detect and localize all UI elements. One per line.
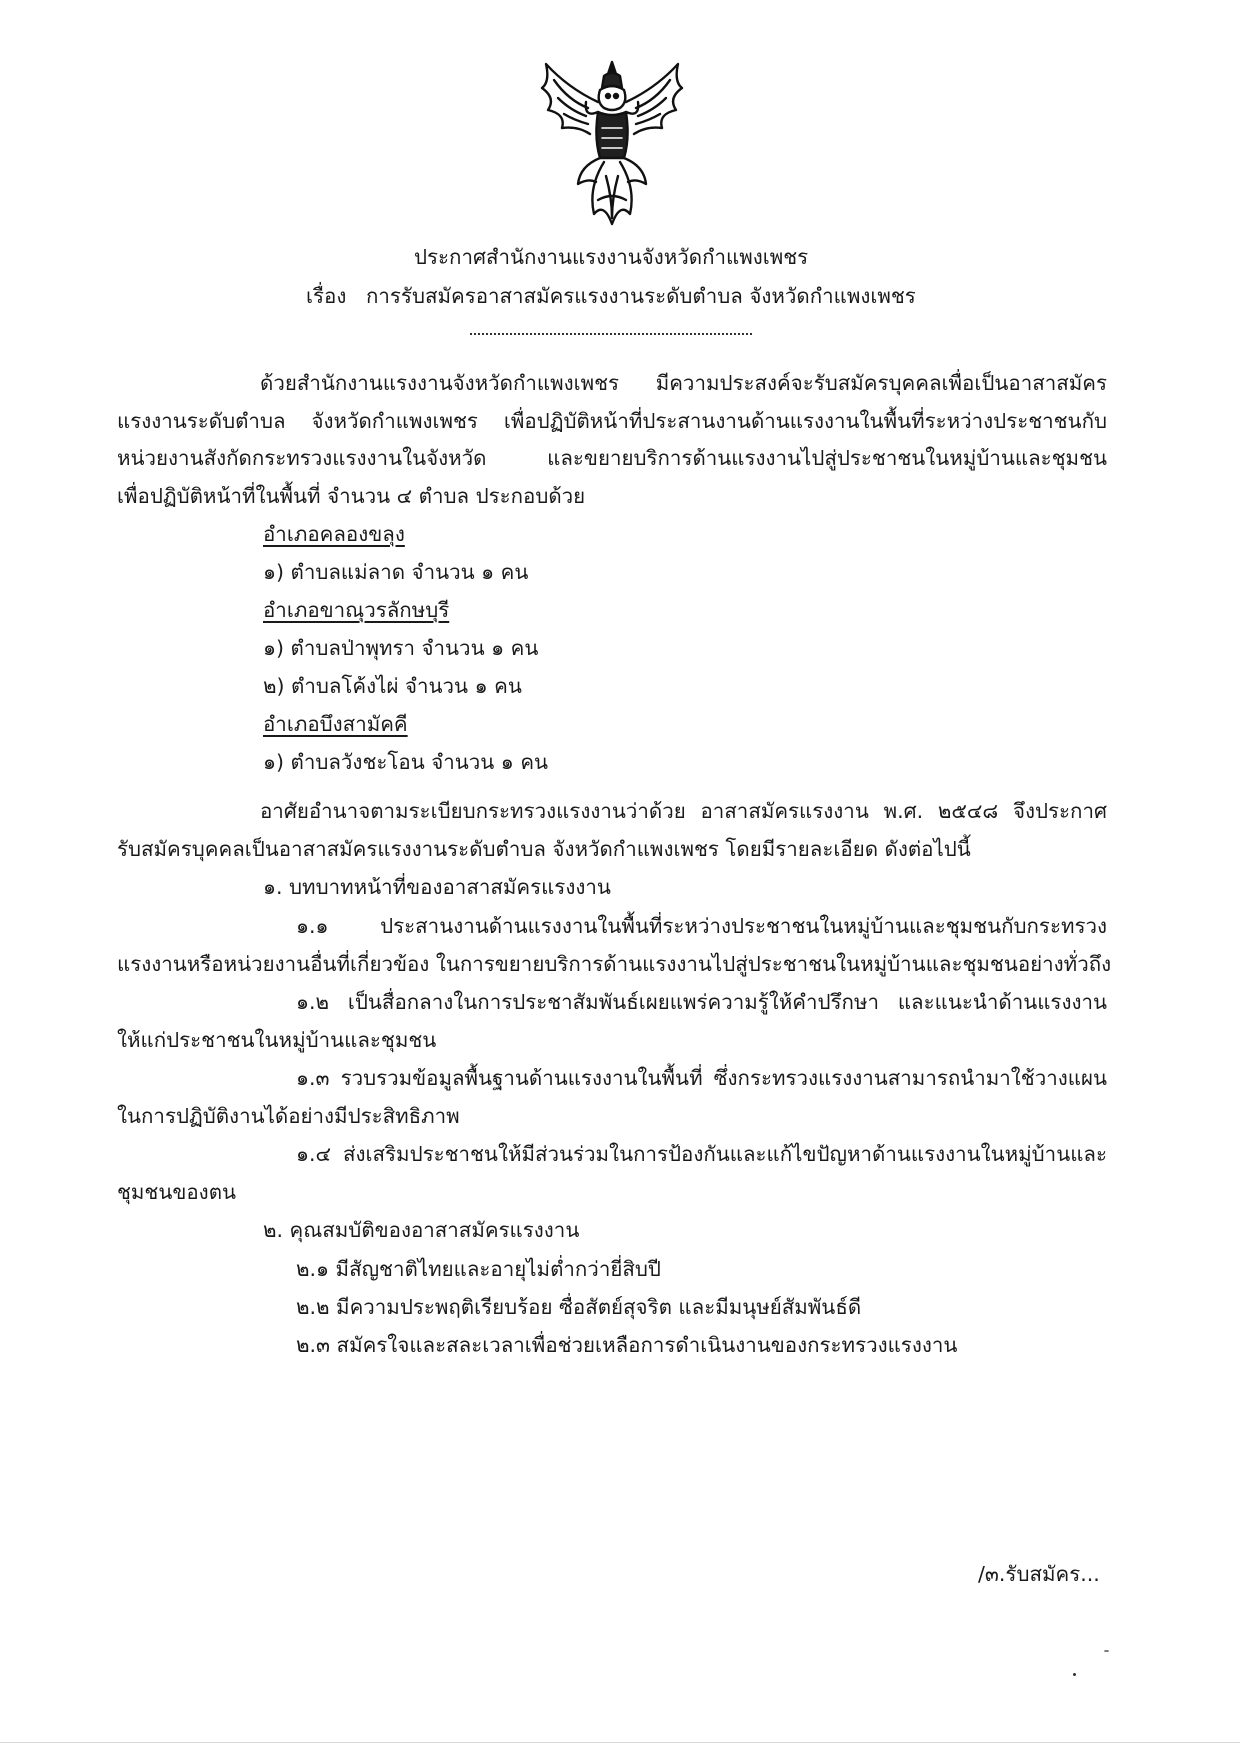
garuda-emblem-icon [528,58,696,230]
document-title: ประกาศสำนักงานแรงงานจังหวัดกำแพงเพชร [414,245,809,269]
page-continuation: /๓.รับสมัคร... [978,1562,1100,1586]
subject-label: เรื่อง [306,284,347,308]
subject-text: การรับสมัครอาสาสมัครแรงงานระดับตำบล จังหวัดกำแพงเพชร [366,284,916,308]
intro-line-1: ด้วยสำนักงานแรงงานจังหวัดกำแพงเพชร มีความประสงค์จะรับสมัครบุคคลเพื่อเป็นอาสาสมัคร [260,371,1107,395]
district-item: ๑) ตำบลป่าพุทรา จำนวน ๑ คน [263,636,539,660]
intro-line-3: หน่วยงานสังกัดกระทรวงแรงงานในจังหวัด และขยายบริการด้านแรงงานไปสู่ประชาชนในหมู่บ้านและชุมชน [117,446,1107,470]
scan-speck [1073,1673,1076,1676]
section-2-item: ๒.๒ มีความประพฤติเรียบร้อย ซื่อสัตย์สุจริต และมีมนุษย์สัมพันธ์ดี [296,1295,862,1319]
section-1-4-line-2: ชุมชนของตน [117,1180,237,1204]
district-heading: อำเภอคลองขลุง [263,522,405,546]
section-1-2-line-2: ให้แก่ประชาชนในหมู่บ้านและชุมชน [117,1028,437,1052]
section-2-heading: ๒. คุณสมบัติของอาสาสมัครแรงงาน [263,1218,580,1242]
authority-line-2: รับสมัครบุคคลเป็นอาสาสมัครแรงงานระดับตำบล จังหวัดกำแพงเพชร โดยมีรายละเอียด ดังต่อไปนี้ [117,837,971,861]
section-2-item: ๒.๑ มีสัญชาติไทยและอายุไม่ต่ำกว่ายี่สิบปี [296,1257,661,1281]
section-1-1-line-1: ๑.๑ ประสานงานด้านแรงงานในพื้นที่ระหว่างประชาชนในหมู่บ้านและชุมชนกับกระทรวง [296,914,1107,938]
section-1-1-line-2: แรงงานหรือหน่วยงานอื่นที่เกี่ยวข้อง ในการขยายบริการด้านแรงงานไปสู่ประชาชนในหมู่บ้านและชุมชนอย่างทั่วถึง [117,952,1112,976]
scan-speck [1104,1650,1109,1652]
intro-line-2: แรงงานระดับตำบล จังหวัดกำแพงเพชร เพื่อปฏิบัติหน้าที่ประสานงานด้านแรงงานในพื้นที่ระหว่างประชาชนกับ [117,409,1107,433]
page-edge [0,1742,1240,1743]
section-1-3-line-2: ในการปฏิบัติงานได้อย่างมีประสิทธิภาพ [117,1104,460,1128]
intro-line-4: เพื่อปฏิบัติหน้าที่ในพื้นที่ จำนวน ๔ ตำบล ประกอบด้วย [117,484,586,508]
district-heading: อำเภอขาณุวรลักษบุรี [263,598,450,622]
section-2-item: ๒.๓ สมัครใจและสละเวลาเพื่อช่วยเหลือการดำเนินงานของกระทรวงแรงงาน [296,1333,958,1357]
district-item: ๑) ตำบลวังชะโอน จำนวน ๑ คน [263,750,549,774]
district-item: ๒) ตำบลโค้งไผ่ จำนวน ๑ คน [263,674,522,698]
header-divider [470,333,752,335]
authority-line-1: อาศัยอำนาจตามระเบียบกระทรวงแรงงานว่าด้วย อาสาสมัครแรงงาน พ.ศ. ๒๕๔๘ จึงประกาศ [260,799,1107,823]
district-heading: อำเภอบึงสามัคคี [263,712,408,736]
district-item: ๑) ตำบลแม่ลาด จำนวน ๑ คน [263,560,529,584]
section-1-3-line-1: ๑.๓ รวบรวมข้อมูลพื้นฐานด้านแรงงานในพื้นที่ ซึ่งกระทรวงแรงงานสามารถนำมาใช้วางแผน [296,1066,1107,1090]
section-1-heading: ๑. บทบาทหน้าที่ของอาสาสมัครแรงงาน [263,875,611,899]
section-1-4-line-1: ๑.๔ ส่งเสริมประชาชนให้มีส่วนร่วมในการป้องกันและแก้ไขปัญหาด้านแรงงานในหมู่บ้านและ [296,1142,1107,1166]
section-1-2-line-1: ๑.๒ เป็นสื่อกลางในการประชาสัมพันธ์เผยแพร่ความรู้ให้คำปรึกษา และแนะนำด้านแรงงาน [296,990,1107,1014]
